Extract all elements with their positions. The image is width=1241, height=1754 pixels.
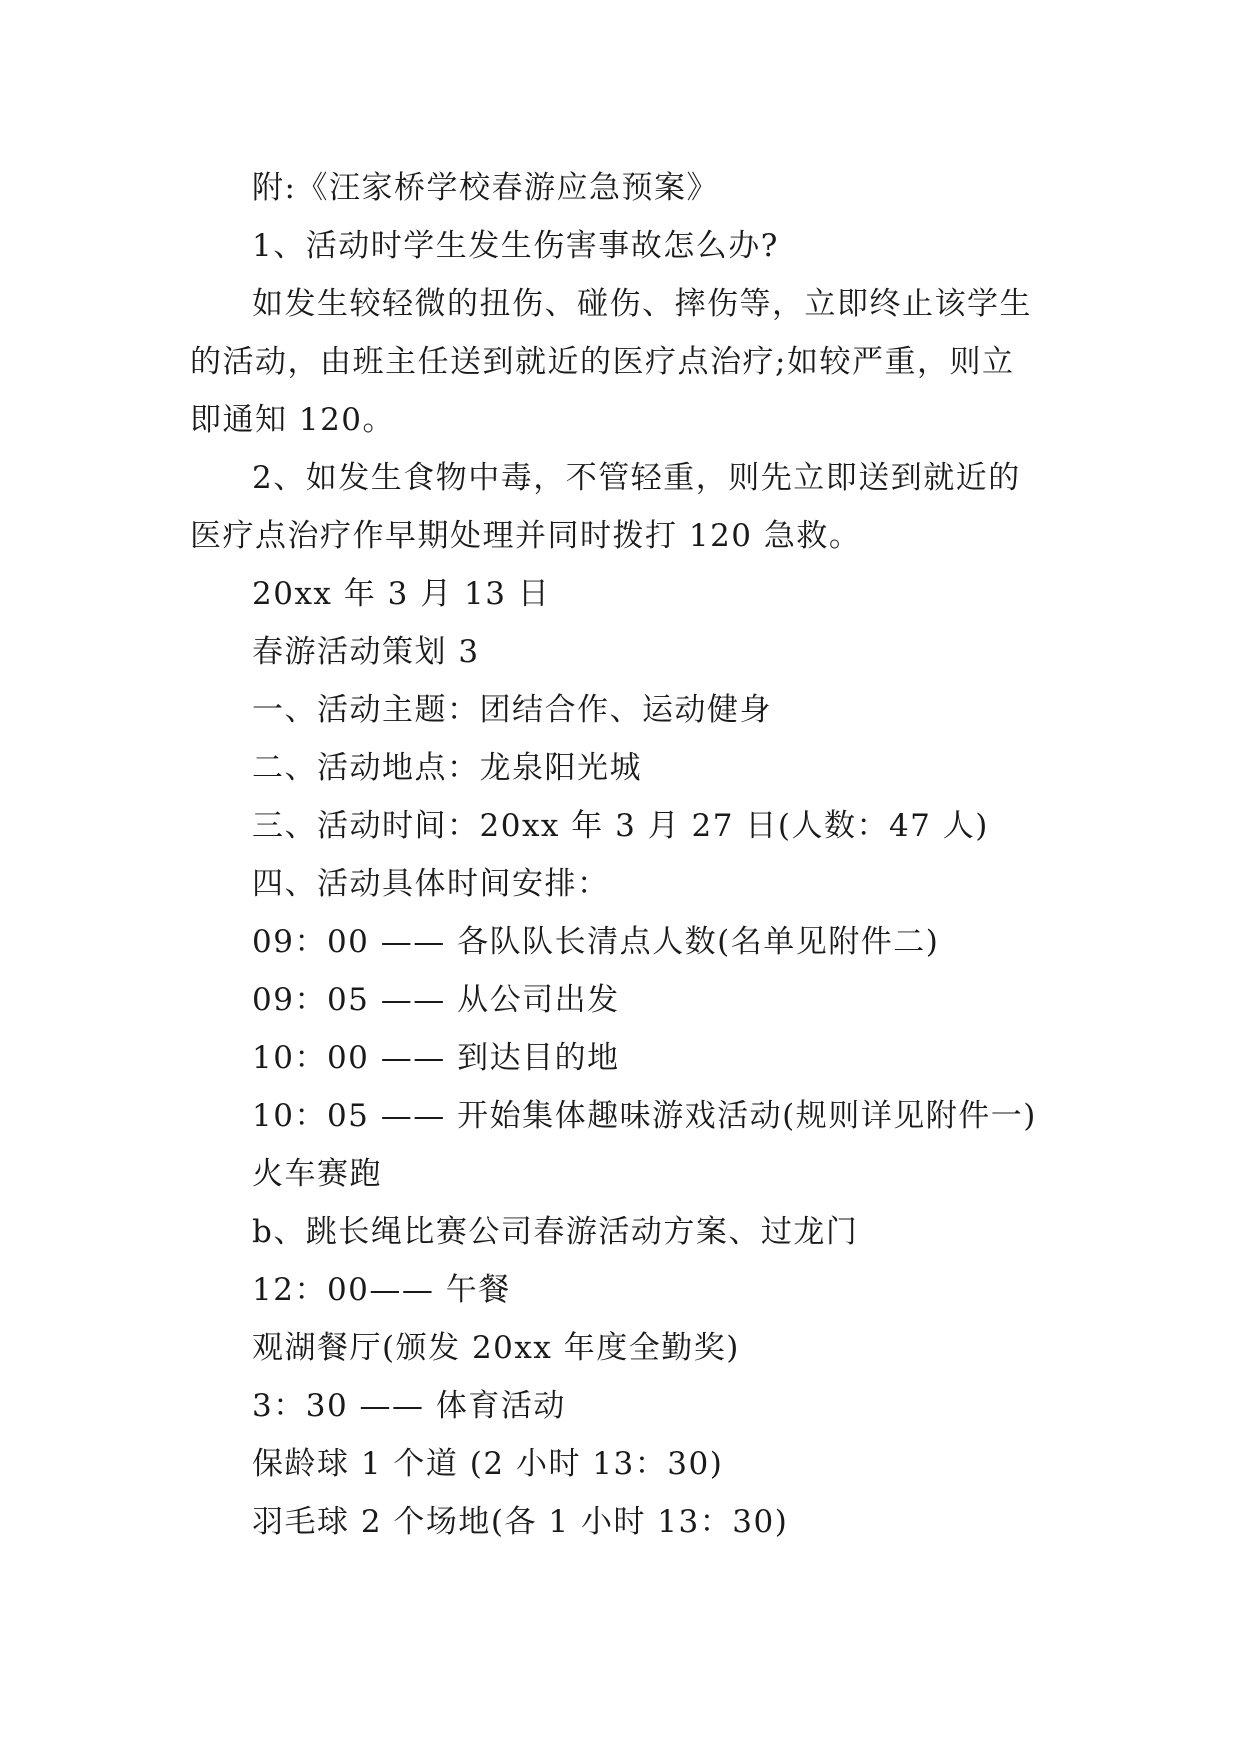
schedule-line: 10：00 —— 到达目的地 (252, 1040, 620, 1076)
paragraph-line: 羽毛球 2 个场地(各 1 小时 13：30) (252, 1504, 789, 1540)
schedule-line: 09：05 —— 从公司出发 (252, 982, 620, 1018)
paragraph-line: b、跳长绳比赛公司春游活动方案、过龙门 (252, 1214, 859, 1250)
paragraph-line: 火车赛跑 (252, 1156, 382, 1192)
appendix-title: 附:《汪家桥学校春游应急预案》 (252, 170, 719, 206)
paragraph-line: 保龄球 1 个道 (2 小时 13：30) (252, 1446, 724, 1482)
document-body (190, 159, 1052, 1551)
paragraph-line: 三、活动时间：20xx 年 3 月 27 日(人数：47 人) (252, 808, 989, 844)
paragraph-line: 观湖餐厅(颁发 20xx 年度全勤奖) (252, 1330, 740, 1366)
schedule-line: 10：05 —— 开始集体趣味游戏活动(规则详见附件一) (252, 1098, 1037, 1134)
date-line: 20xx 年 3 月 13 日 (252, 576, 551, 612)
paragraph-line: 1、活动时学生发生伤害事故怎么办? (252, 228, 779, 264)
schedule-line: 09：00 —— 各队队长清点人数(名单见附件二) (252, 924, 940, 960)
section-title: 春游活动策划 3 (252, 634, 480, 670)
schedule-line: 3：30 —— 体育活动 (252, 1388, 566, 1424)
paragraph-line: 的活动，由班主任送到就近的医疗点治疗;如较严重，则立 (190, 344, 1015, 380)
paragraph-line: 二、活动地点：龙泉阳光城 (252, 750, 642, 786)
paragraph-line: 四、活动具体时间安排： (252, 866, 610, 902)
paragraph-line: 即通知 120。 (190, 402, 396, 438)
paragraph-line: 一、活动主题：团结合作、运动健身 (252, 692, 772, 728)
paragraph-line: 如发生较轻微的扭伤、碰伤、摔伤等，立即终止该学生 (252, 286, 1032, 322)
paragraph-line: 2、如发生食物中毒，不管轻重，则先立即送到就近的 (252, 460, 1021, 496)
schedule-line: 12：00—— 午餐 (252, 1272, 511, 1308)
paragraph-line: 医疗点治疗作早期处理并同时拨打 120 急救。 (190, 518, 862, 554)
